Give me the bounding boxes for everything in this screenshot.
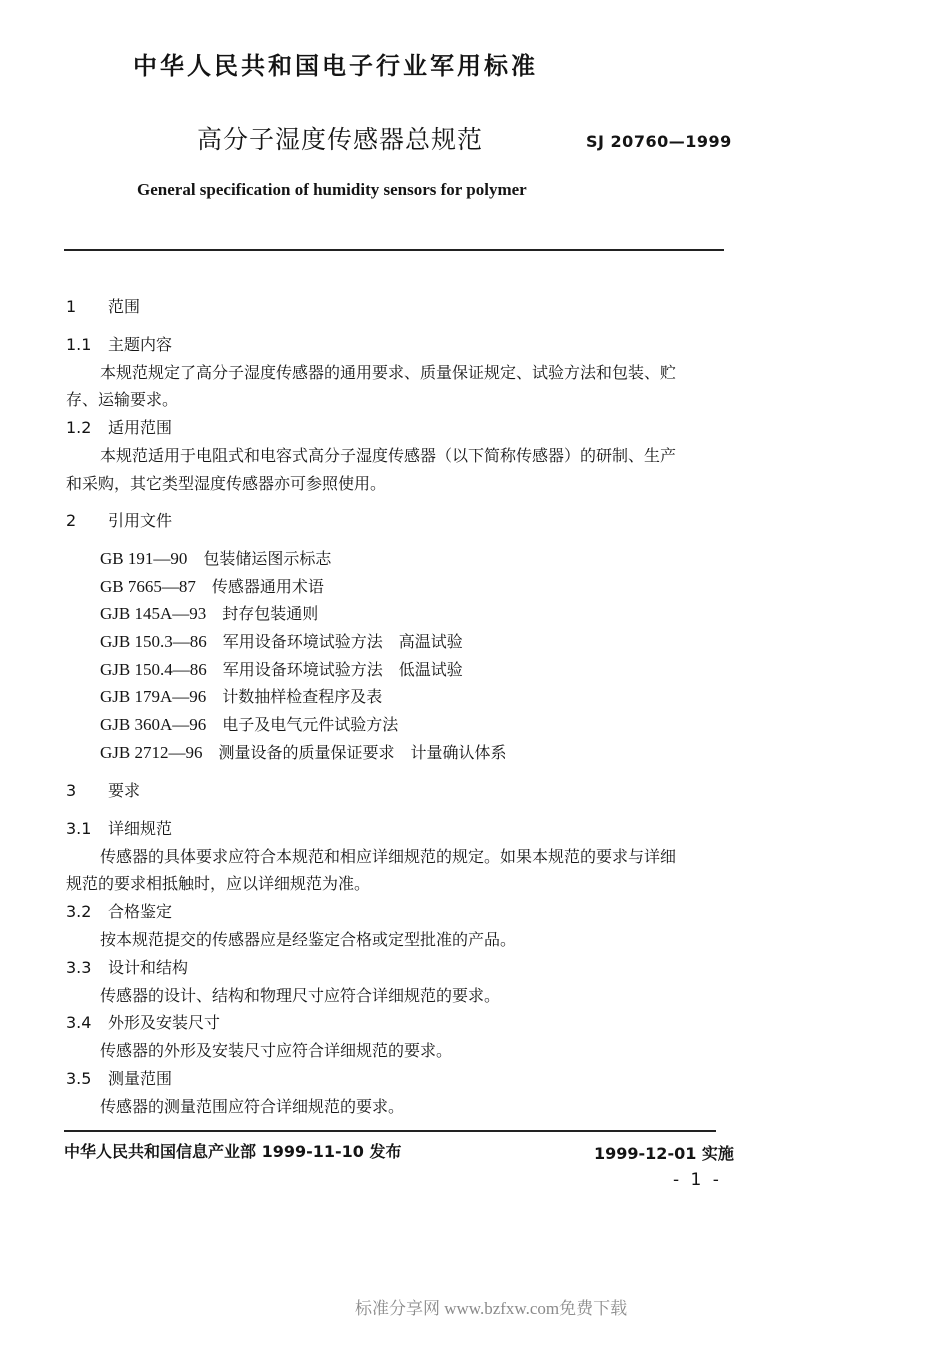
reference-item: GJB 150.4—86 军用设备环境试验方法 低温试验	[100, 660, 463, 679]
reference-item: GJB 179A—96 计数抽样检查程序及表	[100, 687, 383, 706]
issue-notice: 中华人民共和国信息产业部 1999-11-10 发布	[64, 1142, 402, 1161]
reference-item: GJB 150.3—86 军用设备环境试验方法 高温试验	[100, 632, 463, 651]
header-divider	[64, 249, 724, 251]
watermark-text: 标准分享网 www.bzfxw.com免费下载	[355, 1299, 628, 1318]
section-1-2-line2: 和采购，其它类型湿度传感器亦可参照使用。	[66, 474, 387, 493]
section-1-1-heading: 1.1 主题内容	[66, 335, 173, 354]
section-3-2-line1: 按本规范提交的传感器应是经鉴定合格或定型批准的产品。	[100, 930, 517, 949]
reference-item: GJB 360A—96 电子及电气元件试验方法	[100, 715, 399, 734]
section-3-3-line1: 传感器的设计、结构和物理尺寸应符合详细规范的要求。	[100, 986, 501, 1005]
section-3-1-line1: 传感器的具体要求应符合本规范和相应详细规范的规定。如果本规范的要求与详细	[100, 847, 677, 866]
implementation-date: 1999-12-01 实施	[594, 1144, 734, 1163]
section-3-heading: 3 要求	[66, 781, 141, 800]
section-3-1-line2: 规范的要求相抵触时，应以详细规范为准。	[66, 874, 371, 893]
english-title: General specification of humidity sensors for polymer	[137, 180, 527, 199]
document-title: 高分子湿度传感器总规范	[197, 125, 484, 154]
standard-code: SJ 20760—1999	[586, 132, 732, 151]
reference-item: GB 7665—87 传感器通用术语	[100, 577, 324, 596]
section-3-2-heading: 3.2 合格鉴定	[66, 902, 173, 921]
reference-item: GJB 2712—96 测量设备的质量保证要求 计量确认体系	[100, 743, 507, 762]
reference-item: GB 191—90 包装储运图示标志	[100, 549, 332, 568]
section-3-1-heading: 3.1 详细规范	[66, 819, 173, 838]
section-1-1-line1: 本规范规定了高分子湿度传感器的通用要求、质量保证规定、试验方法和包装、贮	[100, 363, 677, 382]
section-3-4-line1: 传感器的外形及安装尺寸应符合详细规范的要求。	[100, 1041, 453, 1060]
section-1-heading: 1 范围	[66, 297, 141, 316]
section-3-3-heading: 3.3 设计和结构	[66, 958, 189, 977]
standard-organization: 中华人民共和国电子行业军用标准	[133, 52, 538, 80]
section-3-4-heading: 3.4 外形及安装尺寸	[66, 1013, 221, 1032]
section-3-5-heading: 3.5 测量范围	[66, 1069, 173, 1088]
section-1-1-line2: 存、运输要求。	[66, 390, 179, 409]
reference-item: GJB 145A—93 封存包装通则	[100, 604, 319, 623]
footer-divider	[64, 1130, 716, 1132]
section-2-heading: 2 引用文件	[66, 511, 173, 530]
section-3-5-line1: 传感器的测量范围应符合详细规范的要求。	[100, 1097, 405, 1116]
page-number: - 1 -	[673, 1170, 722, 1190]
section-1-2-line1: 本规范适用于电阻式和电容式高分子湿度传感器（以下简称传感器）的研制、生产	[100, 446, 677, 465]
section-1-2-heading: 1.2 适用范围	[66, 418, 173, 437]
